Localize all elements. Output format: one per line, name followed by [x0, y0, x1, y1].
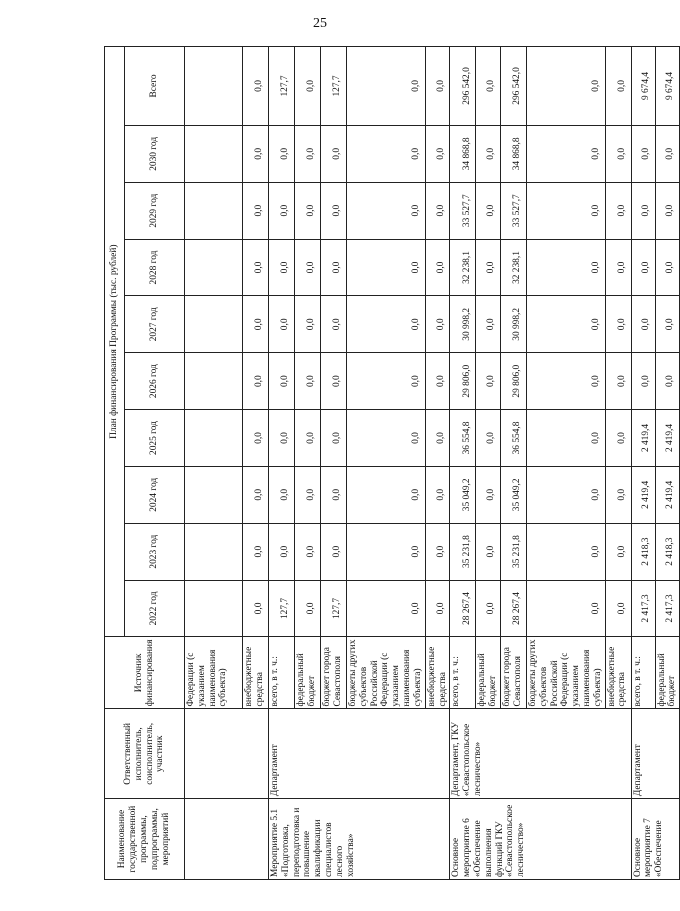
- value-cell: 0,0: [347, 580, 426, 637]
- value-cell: 127,7: [321, 47, 347, 126]
- value-cell: 127,7: [321, 580, 347, 637]
- value-cell: 0,0: [321, 296, 347, 353]
- value-cell: 0,0: [526, 410, 605, 467]
- value-cell: 0,0: [476, 47, 501, 126]
- value-cell: 0,0: [425, 47, 450, 126]
- value-cell: 0,0: [526, 353, 605, 410]
- value-cell: 2 417,3: [631, 580, 655, 637]
- value-cell: 0,0: [425, 296, 450, 353]
- value-cell: 35 231,8: [450, 523, 476, 580]
- value-cell: 0,0: [321, 239, 347, 296]
- value-cell: 0,0: [295, 466, 321, 523]
- value-cell: 0,0: [476, 182, 501, 239]
- value-cell: 0,0: [605, 125, 631, 182]
- activity-name-cell: Основное мероприятие 7 «Обеспечение: [631, 799, 680, 880]
- value-cell: 0,0: [347, 466, 426, 523]
- value-cell: 2 419,4: [631, 410, 655, 467]
- value-cell: 0,0: [269, 410, 295, 467]
- value-cell: 0,0: [605, 410, 631, 467]
- value-cell: 0,0: [526, 125, 605, 182]
- funding-source-cell: бюджет города Севастополя: [321, 637, 347, 709]
- value-cell: 33 527,7: [500, 182, 526, 239]
- value-cell: 29 806,0: [500, 353, 526, 410]
- header-year: 2027 год: [125, 296, 185, 353]
- value-cell: 0,0: [243, 239, 269, 296]
- header-year: Всего: [125, 47, 185, 126]
- header-year: 2025 год: [125, 410, 185, 467]
- value-cell: 0,0: [243, 125, 269, 182]
- responsible-cell: Департамент, ГКУ «Севастопольское лесничество»: [450, 709, 631, 799]
- rotated-table-container: [104, 46, 678, 880]
- value-cell: 0,0: [269, 239, 295, 296]
- value-cell: 32 238,1: [450, 239, 476, 296]
- value-cell: 0,0: [347, 296, 426, 353]
- value-cell: 0,0: [605, 47, 631, 126]
- value-cell: 0,0: [425, 466, 450, 523]
- value-cell: [185, 580, 243, 637]
- value-cell: 35 231,8: [500, 523, 526, 580]
- value-cell: 0,0: [269, 182, 295, 239]
- value-cell: 9 674,4: [655, 47, 680, 126]
- value-cell: 34 868,8: [500, 125, 526, 182]
- value-cell: 0,0: [243, 466, 269, 523]
- value-cell: 0,0: [631, 296, 655, 353]
- header-year: 2023 год: [125, 523, 185, 580]
- value-cell: 0,0: [269, 523, 295, 580]
- value-cell: 30 998,2: [450, 296, 476, 353]
- value-cell: 35 049,2: [450, 466, 476, 523]
- value-cell: 0,0: [269, 296, 295, 353]
- value-cell: 0,0: [655, 353, 680, 410]
- value-cell: 28 267,4: [450, 580, 476, 637]
- value-cell: 0,0: [655, 239, 680, 296]
- header-name: Наименование государственной программы, подпрограммы, мероприятий: [105, 799, 185, 880]
- value-cell: 29 806,0: [450, 353, 476, 410]
- value-cell: 0,0: [655, 296, 680, 353]
- value-cell: 0,0: [347, 523, 426, 580]
- responsible-cell: Департамент: [269, 709, 450, 799]
- value-cell: 0,0: [476, 466, 501, 523]
- value-cell: 0,0: [631, 182, 655, 239]
- value-cell: [185, 125, 243, 182]
- value-cell: 9 674,4: [631, 47, 655, 126]
- value-cell: 0,0: [295, 523, 321, 580]
- value-cell: 0,0: [243, 182, 269, 239]
- header-source: Источник финансирования: [105, 637, 185, 709]
- value-cell: 0,0: [295, 353, 321, 410]
- value-cell: [185, 296, 243, 353]
- value-cell: 0,0: [476, 239, 501, 296]
- value-cell: [185, 466, 243, 523]
- value-cell: 0,0: [605, 239, 631, 296]
- header-year: 2030 год: [125, 125, 185, 182]
- activity-name-cell: Мероприятие 5.1 «Подготовка, переподготовка и повышение квалификации специалистов лесного хозяйства»: [269, 799, 450, 880]
- value-cell: 0,0: [526, 580, 605, 637]
- value-cell: 296 542,0: [450, 47, 476, 126]
- value-cell: 0,0: [605, 466, 631, 523]
- value-cell: 0,0: [321, 353, 347, 410]
- value-cell: 0,0: [605, 523, 631, 580]
- value-cell: 0,0: [243, 353, 269, 410]
- value-cell: 0,0: [243, 410, 269, 467]
- value-cell: 0,0: [347, 410, 426, 467]
- funding-source-cell: всего, в т. ч.:: [631, 637, 655, 709]
- header-plan: План финансирования Программы (тыс. рублей): [105, 47, 125, 637]
- value-cell: 296 542,0: [500, 47, 526, 126]
- funding-source-cell: внебюджетные средства: [605, 637, 631, 709]
- value-cell: 0,0: [526, 182, 605, 239]
- value-cell: 0,0: [526, 296, 605, 353]
- value-cell: 0,0: [425, 239, 450, 296]
- funding-source-cell: всего, в т. ч.:: [450, 637, 476, 709]
- value-cell: 0,0: [476, 523, 501, 580]
- funding-source-cell: всего, в т. ч.:: [269, 637, 295, 709]
- value-cell: 0,0: [476, 410, 501, 467]
- value-cell: 0,0: [269, 353, 295, 410]
- value-cell: 0,0: [321, 125, 347, 182]
- activity-name-cell: [185, 799, 269, 880]
- value-cell: 0,0: [347, 125, 426, 182]
- value-cell: 0,0: [655, 182, 680, 239]
- value-cell: 0,0: [269, 466, 295, 523]
- value-cell: [185, 239, 243, 296]
- value-cell: 2 419,4: [631, 466, 655, 523]
- funding-source-cell: бюджеты других субъектов Российской Федерации (с указанием наименования субъекта): [347, 637, 426, 709]
- financing-table: [104, 46, 680, 880]
- value-cell: 0,0: [243, 523, 269, 580]
- value-cell: 0,0: [631, 353, 655, 410]
- value-cell: [185, 182, 243, 239]
- value-cell: 0,0: [425, 353, 450, 410]
- value-cell: 0,0: [425, 125, 450, 182]
- value-cell: 0,0: [243, 47, 269, 126]
- funding-source-cell: федеральный бюджет: [476, 637, 501, 709]
- value-cell: 0,0: [605, 296, 631, 353]
- value-cell: [185, 523, 243, 580]
- value-cell: [185, 410, 243, 467]
- value-cell: 35 049,2: [500, 466, 526, 523]
- value-cell: 0,0: [425, 523, 450, 580]
- header-year: 2029 год: [125, 182, 185, 239]
- funding-source-cell: Федерации (с указанием наименования субъекта): [185, 637, 243, 709]
- value-cell: 0,0: [243, 296, 269, 353]
- value-cell: 2 418,3: [655, 523, 680, 580]
- value-cell: 0,0: [425, 410, 450, 467]
- value-cell: [185, 47, 243, 126]
- header-year: 2024 год: [125, 466, 185, 523]
- value-cell: 0,0: [347, 239, 426, 296]
- funding-source-cell: федеральный бюджет: [295, 637, 321, 709]
- value-cell: 0,0: [526, 466, 605, 523]
- value-cell: 127,7: [269, 580, 295, 637]
- value-cell: 0,0: [295, 125, 321, 182]
- value-cell: 0,0: [425, 580, 450, 637]
- value-cell: 2 419,4: [655, 466, 680, 523]
- value-cell: 0,0: [526, 523, 605, 580]
- value-cell: 0,0: [321, 523, 347, 580]
- value-cell: 0,0: [605, 580, 631, 637]
- value-cell: 0,0: [295, 182, 321, 239]
- value-cell: 0,0: [269, 125, 295, 182]
- value-cell: 36 554,8: [450, 410, 476, 467]
- value-cell: 33 527,7: [450, 182, 476, 239]
- table-row: [450, 47, 476, 880]
- value-cell: 127,7: [269, 47, 295, 126]
- value-cell: 0,0: [476, 125, 501, 182]
- value-cell: 0,0: [295, 47, 321, 126]
- value-cell: 0,0: [605, 182, 631, 239]
- value-cell: 2 418,3: [631, 523, 655, 580]
- value-cell: 0,0: [425, 182, 450, 239]
- value-cell: 0,0: [526, 239, 605, 296]
- value-cell: 0,0: [476, 580, 501, 637]
- value-cell: 36 554,8: [500, 410, 526, 467]
- header-year: 2022 год: [125, 580, 185, 637]
- value-cell: 0,0: [476, 353, 501, 410]
- value-cell: 0,0: [347, 182, 426, 239]
- value-cell: 32 238,1: [500, 239, 526, 296]
- responsible-cell: [185, 709, 269, 799]
- value-cell: 0,0: [631, 125, 655, 182]
- value-cell: 30 998,2: [500, 296, 526, 353]
- value-cell: 0,0: [295, 410, 321, 467]
- funding-source-cell: бюджет города Севастополя: [500, 637, 526, 709]
- value-cell: [185, 353, 243, 410]
- value-cell: 34 868,8: [450, 125, 476, 182]
- value-cell: 0,0: [243, 580, 269, 637]
- table-row: [185, 47, 243, 880]
- funding-source-cell: внебюджетные средства: [425, 637, 450, 709]
- value-cell: 28 267,4: [500, 580, 526, 637]
- value-cell: 0,0: [295, 296, 321, 353]
- funding-source-cell: бюджеты других субъектов Российской Федерации (с указанием наименования субъекта): [526, 637, 605, 709]
- value-cell: 0,0: [605, 353, 631, 410]
- table-row: [631, 47, 655, 880]
- funding-source-cell: федеральный бюджет: [655, 637, 680, 709]
- value-cell: 0,0: [295, 580, 321, 637]
- value-cell: 0,0: [321, 410, 347, 467]
- value-cell: 0,0: [347, 47, 426, 126]
- header-year: 2026 год: [125, 353, 185, 410]
- value-cell: 0,0: [347, 353, 426, 410]
- value-cell: 0,0: [655, 125, 680, 182]
- value-cell: 0,0: [526, 47, 605, 126]
- header-responsible: Ответственный исполнитель, соисполнитель, участник: [105, 709, 185, 799]
- value-cell: 2 419,4: [655, 410, 680, 467]
- value-cell: 0,0: [321, 182, 347, 239]
- value-cell: 0,0: [321, 466, 347, 523]
- page-number: 25: [313, 16, 327, 31]
- value-cell: 0,0: [476, 296, 501, 353]
- header-year: 2028 год: [125, 239, 185, 296]
- table-row: [269, 47, 295, 880]
- responsible-cell: Департамент: [631, 709, 680, 799]
- value-cell: 2 417,3: [655, 580, 680, 637]
- value-cell: 0,0: [295, 239, 321, 296]
- funding-source-cell: внебюджетные средства: [243, 637, 269, 709]
- value-cell: 0,0: [631, 239, 655, 296]
- activity-name-cell: Основное мероприятие 6 «Обеспечение выполнения функций ГКУ «Севастопольское лесничество»: [450, 799, 631, 880]
